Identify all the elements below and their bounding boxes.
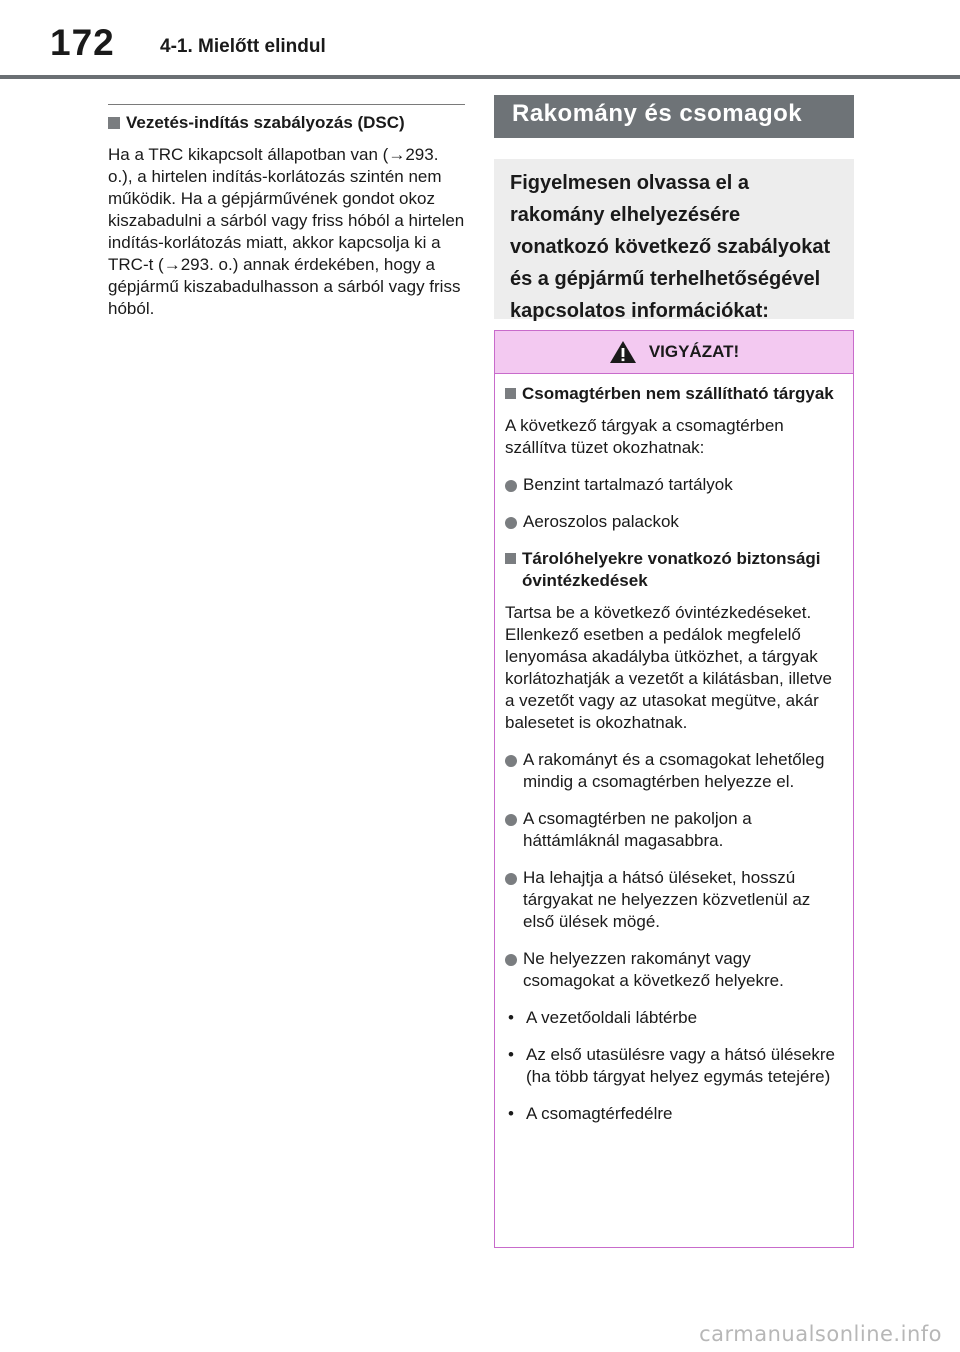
list-item-text: A csomagtérben ne pakoljon a háttámláknál magasabbra.	[523, 809, 752, 850]
dsc-heading	[108, 112, 465, 134]
caution-subheading	[505, 383, 840, 405]
left-column	[108, 104, 465, 320]
caution-subheading	[505, 548, 840, 592]
circle-bullet-icon	[505, 517, 517, 529]
list-item-text: Benzint tartalmazó tartályok	[523, 475, 733, 494]
list-item-text: Ne helyezzen rakományt vagy csomagokat a következő helyekre.	[523, 949, 784, 990]
page-number: 172	[50, 22, 115, 63]
bullet-mark: •	[508, 1008, 514, 1027]
section-title: 4-1. Mielőtt elindul	[160, 36, 326, 57]
caution-text: Ellenkező esetben a pedálok megfelelő lenyomása akadályba ütközhet, a tárgyak korlátozhatják a vezetőt a kilátásban, illetve a vezetőt vagy az utasokat megütve, akár balesetet is okozhatnak.	[505, 625, 832, 732]
header-rule	[0, 75, 960, 79]
sub-list-item	[505, 1044, 840, 1088]
sub-list-item	[505, 1007, 840, 1029]
list-item	[505, 511, 840, 533]
intro-box: Figyelmesen olvassa el a rakomány elhelyezésére vonatkozó következő szabályokat és a gépjármű terhelhetőségével kapcsolatos információkat:	[494, 159, 854, 319]
sub-list-item-text: Az első utasülésre vagy a hátsó ülésekre (ha több tárgyat helyez egymás tetejére)	[526, 1045, 836, 1086]
list-item-text: A rakományt és a csomagokat lehetőleg mindig a csomagtérben helyezze el.	[523, 750, 825, 791]
circle-bullet-icon	[505, 814, 517, 826]
caution-box	[494, 330, 854, 1248]
list-item	[505, 867, 840, 933]
right-column	[494, 95, 854, 1248]
square-bullet-icon	[505, 388, 516, 399]
caution-title: VIGYÁZAT!	[648, 342, 740, 361]
caution-header	[495, 331, 853, 374]
caution-subheading-text: Tárolóhelyekre vonatkozó biztonsági óvintézkedések	[522, 549, 821, 590]
list-item-text: Ha lehajtja a hátsó üléseket, hosszú tárgyakat ne helyezzen közvetlenül az első ülések mögé.	[523, 868, 811, 931]
caution-text: A következő tárgyak a csomagtérben szállítva tüzet okozhatnak:	[505, 416, 784, 457]
list-item	[505, 808, 840, 852]
caution-subheading-text: Csomagtérben nem szállítható tárgyak	[522, 384, 834, 403]
list-item	[505, 749, 840, 793]
circle-bullet-icon	[505, 954, 517, 966]
sub-list-item-text: A vezetőoldali lábtérbe	[526, 1008, 698, 1027]
watermark[interactable]: carmanualsonline.info	[699, 1322, 942, 1346]
dsc-text: Ha a TRC kikapcsolt állapotban van (→293. o.), a hirtelen indítás-korlátozás szintén nem működik. Ha a gépjárművének gondot okoz kiszabadulni a sárból vagy friss hóból a hirtelen indítás-korlátozás miatt, akkor kapcsolja ki a TRC-t (→293. o.) annak érdekében, hogy a gépjármű kiszabadulhasson a sárból vagy friss hóból.	[108, 145, 465, 318]
bullet-mark: •	[508, 1045, 514, 1064]
circle-bullet-icon	[505, 480, 517, 492]
list-item	[505, 948, 840, 992]
sub-list-item-text: A csomagtérfedélre	[526, 1104, 673, 1123]
warning-triangle-icon	[609, 340, 637, 364]
page-header	[0, 0, 960, 80]
section-banner: Rakomány és csomagok	[494, 95, 854, 138]
list-item-text: Aeroszolos palackok	[523, 512, 679, 531]
square-bullet-icon	[505, 553, 516, 564]
circle-bullet-icon	[505, 873, 517, 885]
caution-text: Tartsa be a következő óvintézkedéseket.	[505, 603, 812, 622]
divider	[108, 104, 465, 105]
dsc-heading-text: Vezetés-indítás szabályozás (DSC)	[126, 113, 405, 132]
bullet-mark: •	[508, 1104, 514, 1123]
list-item	[505, 474, 840, 496]
circle-bullet-icon	[505, 755, 517, 767]
square-bullet-icon	[108, 117, 120, 129]
sub-list-item	[505, 1103, 840, 1125]
caution-body	[495, 374, 853, 1125]
